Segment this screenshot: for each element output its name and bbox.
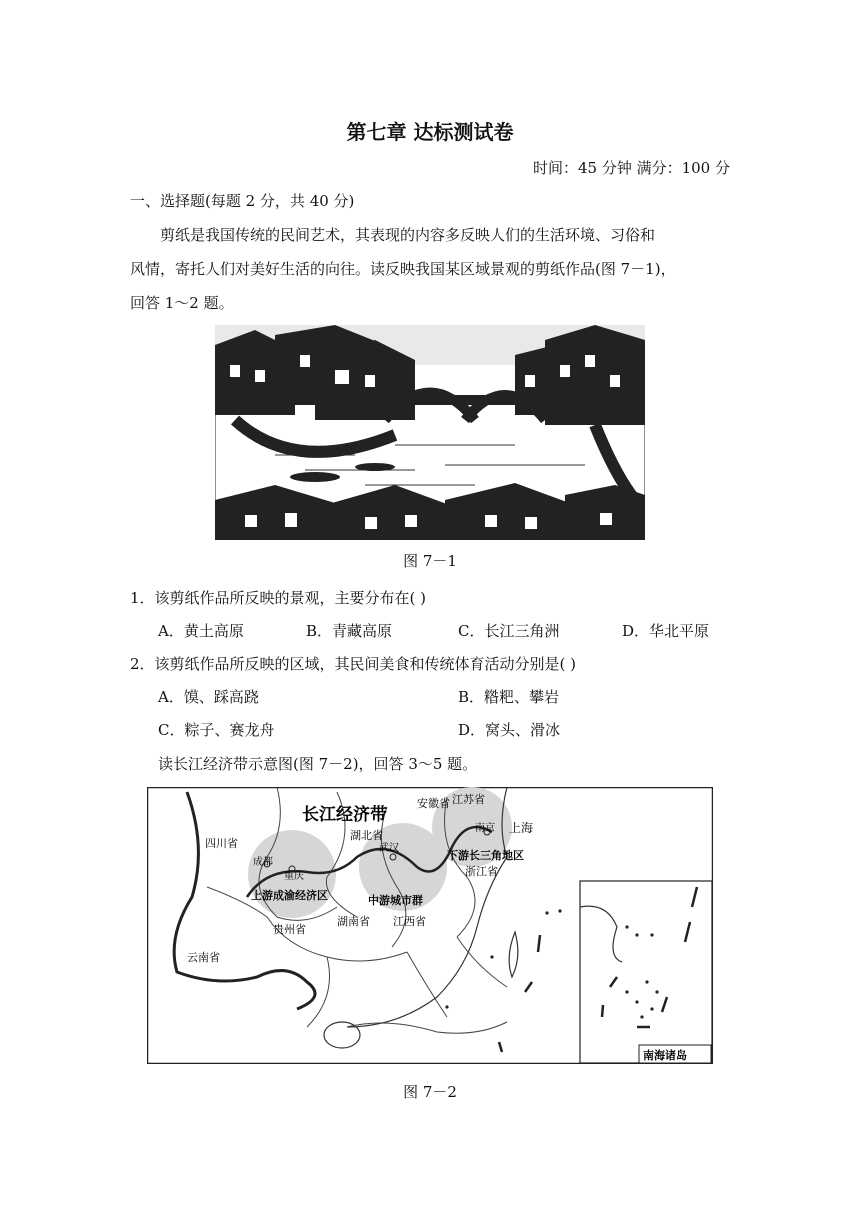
q1-stem: 1．该剪纸作品所反映的景观，主要分布在( ) [130,589,427,607]
label-yunnan: 云南省 [187,951,220,964]
figure1-caption: 图 7－1 [403,552,457,570]
figure2-caption: 图 7－2 [403,1083,457,1101]
map-title: 长江经济带 [302,805,387,825]
label-guizhou: 贵州省 [273,923,306,936]
label-shangyou: 上游成渝经济区 [251,889,328,902]
label-zhejiang: 浙江省 [465,865,498,878]
q2-option-b[interactable]: B．糌粑、攀岩 [458,688,560,706]
label-hubei: 湖北省 [350,829,383,842]
label-zhongyou: 中游城市群 [368,894,423,907]
intro-line-1: 剪纸是我国传统的民间艺术，其表现的内容多反映人们的生活环境、习俗和 [160,226,656,244]
q2-option-a[interactable]: A．馍、踩高跷 [158,688,259,706]
paper-cut-figure [215,325,645,540]
q2-option-d[interactable]: D．窝头、滑冰 [458,721,561,739]
label-nanjing: 南京 [475,823,495,834]
exam-meta: 时间：45 分钟 满分：100 分 [532,159,730,177]
label-wuhan: 武汉 [379,843,399,854]
q1-option-d[interactable]: D．华北平原 [622,622,710,640]
label-sichuan: 四川省 [205,837,238,850]
q1-option-b[interactable]: B．青藏高原 [306,622,393,640]
intro2: 读长江经济带示意图(图 7－2)，回答 3～5 题。 [158,755,478,773]
q2-stem: 2．该剪纸作品所反映的区域，其民间美食和传统体育活动分别是( ) [130,655,577,673]
label-chongqing: 重庆 [284,871,304,882]
label-nanhai: 南海诸岛 [643,1049,687,1062]
yangtze-map [147,787,713,1064]
label-xiayou: 下游长三角地区 [447,849,524,862]
label-hunan: 湖南省 [337,915,370,928]
q1-option-a[interactable]: A．黄土高原 [158,622,244,640]
label-shanghai: 上海 [509,821,534,835]
label-anhui: 安徽省 [417,797,450,810]
page-title: 第七章 达标测试卷 [346,120,514,144]
label-jiangsu: 江苏省 [452,793,485,806]
intro-line-2: 风情，寄托人们对美好生活的向往。读反映我国某区域景观的剪纸作品(图 7－1)， [130,260,676,278]
intro-line-3: 回答 1～2 题。 [130,294,234,312]
label-jiangxi: 江西省 [393,915,426,928]
q2-option-c[interactable]: C．粽子、赛龙舟 [158,721,275,739]
section-heading: 一、选择题(每题 2 分，共 40 分) [130,192,355,210]
q1-option-c[interactable]: C．长江三角洲 [458,622,560,640]
label-chengdu: 成都 [253,857,273,868]
